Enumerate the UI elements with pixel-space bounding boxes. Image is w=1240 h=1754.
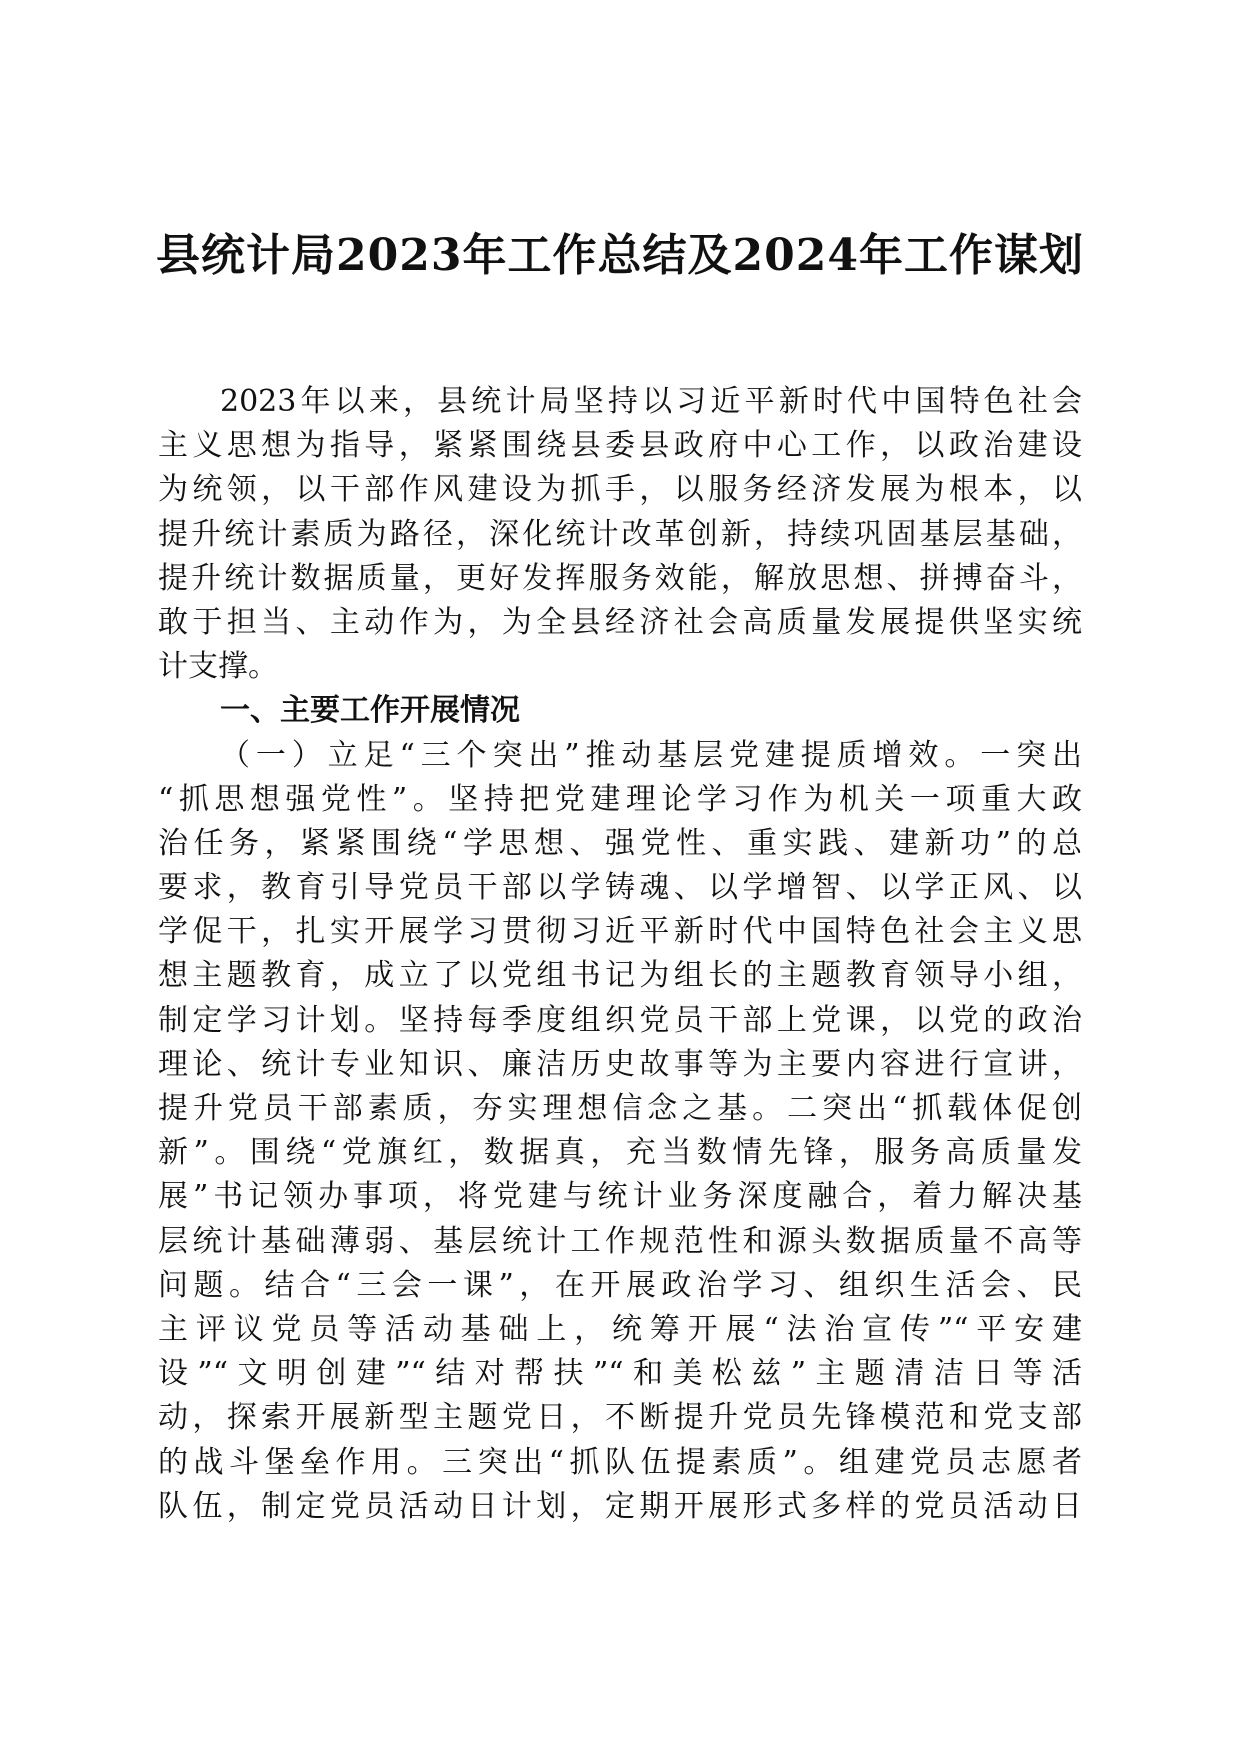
body-line: 展”书记领办事项，将党建与统计业务深度融合，着力解决基 bbox=[158, 1179, 1082, 1215]
body-line: 理论、统计专业知识、廉洁历史故事等为主要内容进行宣讲， bbox=[158, 1046, 1082, 1082]
body-line: 制定学习计划。坚持每季度组织党员干部上党课，以党的政治 bbox=[158, 1002, 1082, 1038]
body-line: “抓思想强党性”。坚持把党建理论学习作为机关一项重大政 bbox=[158, 781, 1082, 817]
body-line: 动，探索开展新型主题党日，不断提升党员先锋模范和党支部 bbox=[158, 1400, 1082, 1436]
document-body bbox=[158, 380, 1082, 1529]
section-heading: 一、主要工作开展情况 bbox=[220, 693, 520, 729]
body-line: 敢于担当、主动作为，为全县经济社会高质量发展提供坚实统 bbox=[158, 604, 1082, 640]
body-line: 层统计基础薄弱、基层统计工作规范性和源头数据质量不高等 bbox=[158, 1223, 1082, 1259]
body-line: 提升统计数据质量，更好发挥服务效能，解放思想、拼搏奋斗， bbox=[158, 560, 1082, 596]
body-line: 提升党员干部素质，夯实理想信念之基。二突出“抓载体促创 bbox=[158, 1091, 1082, 1126]
body-line: 设”“文明创建”“结对帮扶”“和美松兹”主题清洁日等活 bbox=[158, 1356, 1082, 1392]
body-line: 想主题教育，成立了以党组书记为组长的主题教育领导小组， bbox=[158, 958, 1082, 994]
body-line: 问题。结合“三会一课”，在开展政治学习、组织生活会、民 bbox=[158, 1267, 1082, 1303]
body-line: 新”。围绕“党旗红，数据真，充当数情先锋，服务高质量发 bbox=[158, 1135, 1082, 1171]
body-line: 2023年以来，县统计局坚持以习近平新时代中国特色社会 bbox=[220, 384, 1082, 419]
body-line: 要求，教育引导党员干部以学铸魂、以学增智、以学正风、以 bbox=[158, 870, 1082, 906]
body-line: 主义思想为指导，紧紧围绕县委县政府中心工作，以政治建设 bbox=[158, 428, 1082, 464]
body-line: 队伍，制定党员活动日计划，定期开展形式多样的党员活动日 bbox=[158, 1488, 1082, 1524]
document-title: 县统计局2023年工作总结及2024年工作谋划 bbox=[156, 230, 1084, 281]
body-line: 提升统计素质为路径，深化统计改革创新，持续巩固基层基础， bbox=[158, 516, 1082, 552]
body-line: 的战斗堡垒作用。三突出“抓队伍提素质”。组建党员志愿者 bbox=[158, 1444, 1082, 1480]
body-line: （一）立足“三个突出”推动基层党建提质增效。一突出 bbox=[220, 737, 1082, 773]
body-line: 主评议党员等活动基础上，统筹开展“法治宣传”“平安建 bbox=[158, 1311, 1082, 1347]
body-line: 学促干，扎实开展学习贯彻习近平新时代中国特色社会主义思 bbox=[158, 914, 1082, 950]
body-line: 计支撑。 bbox=[158, 649, 278, 685]
body-line: 为统领，以干部作风建设为抓手，以服务经济发展为根本，以 bbox=[158, 472, 1082, 508]
body-line: 治任务，紧紧围绕“学思想、强党性、重实践、建新功”的总 bbox=[158, 825, 1082, 861]
